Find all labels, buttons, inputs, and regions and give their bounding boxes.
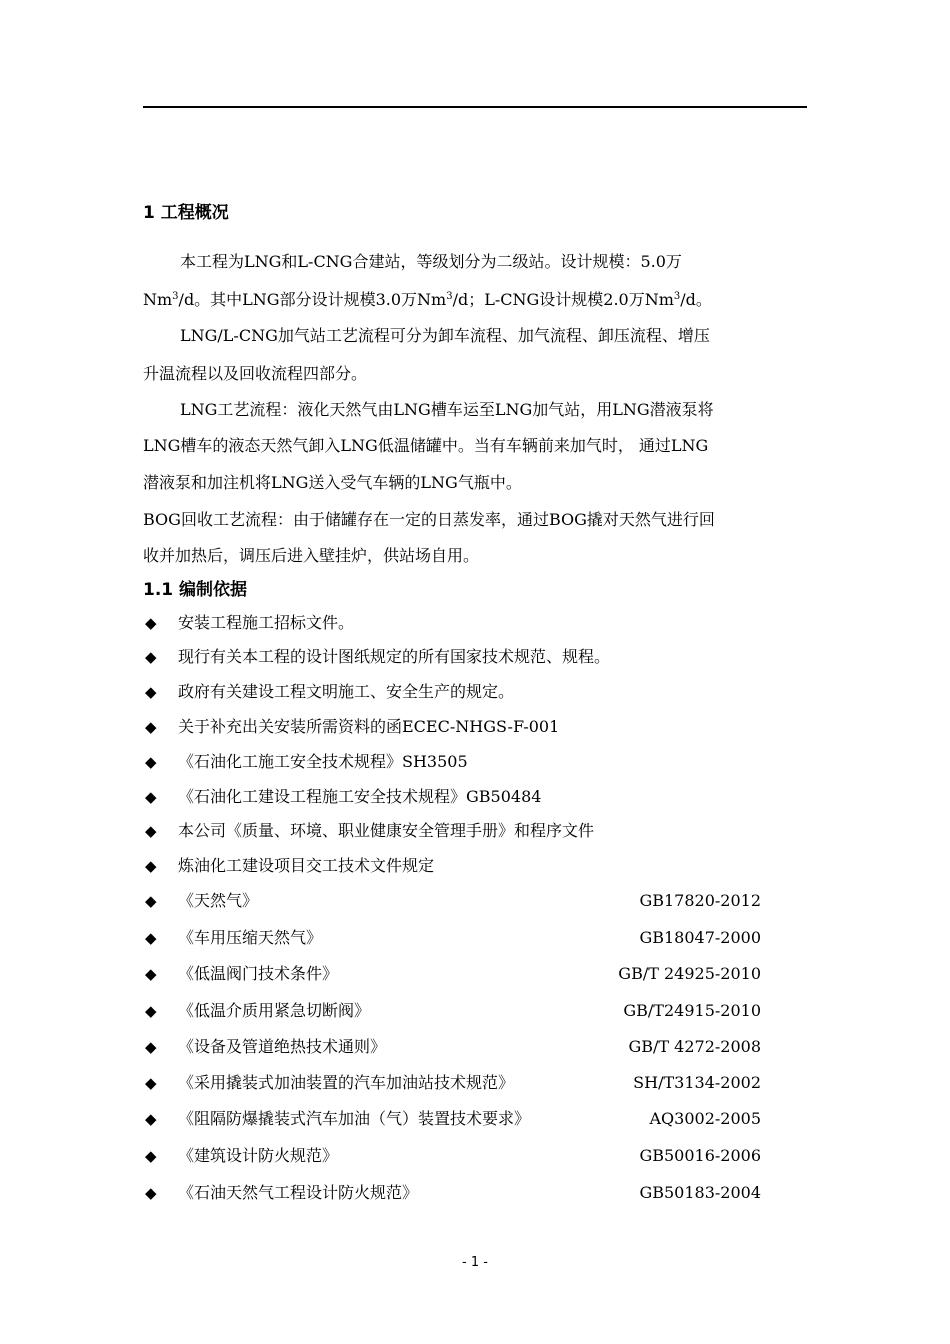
list-item [145,750,765,774]
list-item-standard-code: GB/T 4272-2008 [628,1037,761,1056]
list-item-text: 《建筑设计防火规范》 [178,1146,339,1165]
header-rule [143,106,807,108]
list-item-text: 炼油化工建设项目交工技术文件规定 [178,856,435,875]
list-item-text: 《低温介质用紧急切断阀》 [178,1001,371,1020]
list-item [145,819,765,843]
list-item-standard-code: SH/T3134-2002 [633,1073,761,1092]
list-item-text: 《石油化工建设工程施工安全技术规程》GB50484 [178,787,542,806]
list-item [145,1071,765,1095]
list-item-text: 《低温阀门技术条件》 [178,964,339,983]
diamond-bullet-icon: ◆ [145,1184,157,1202]
list-item-text: 《设备及管道绝热技术通则》 [178,1037,387,1056]
list-item [145,962,765,986]
list-item-standard-code: GB17820-2012 [639,891,761,910]
list-item-text: 政府有关建设工程文明施工、安全生产的规定。 [178,682,515,701]
list-item [145,854,765,878]
list-item-text: 《阻隔防爆撬装式汽车加油（气）装置技术要求》 [178,1109,531,1128]
diamond-bullet-icon: ◆ [145,683,157,701]
diamond-bullet-icon: ◆ [145,648,157,666]
list-item [145,611,765,635]
list-item [145,680,765,704]
paragraph-line: 收并加热后，调压后进入壁挂炉，供站场自用。 [143,546,480,565]
list-item-text: 《采用撬装式加油装置的汽车加油站技术规范》 [178,1073,515,1092]
list-item [145,785,765,809]
list-item-standard-code: GB/T24915-2010 [623,1001,761,1020]
diamond-bullet-icon: ◆ [145,1110,157,1128]
diamond-bullet-icon: ◆ [145,1074,157,1092]
diamond-bullet-icon: ◆ [145,892,157,910]
list-item-text: 《车用压缩天然气》 [178,928,323,947]
list-item-text: 现行有关本工程的设计图纸规定的所有国家技术规范、规程。 [178,647,611,666]
list-item-standard-code: AQ3002-2005 [649,1109,761,1128]
paragraph-line: 本工程为LNG和L-CNG合建站，等级划分为二级站。设计规模：5.0万 [180,252,682,271]
section-heading-basis: 1.1 编制依据 [143,580,248,600]
section-heading-overview: 1 工程概况 [143,203,229,223]
diamond-bullet-icon: ◆ [145,1147,157,1165]
diamond-bullet-icon: ◆ [145,718,157,736]
paragraph-line: LNG/L-CNG加气站工艺流程可分为卸车流程、加气流程、卸压流程、增压 [180,326,710,345]
list-item-text: 《石油化工施工安全技术规程》SH3505 [178,752,468,771]
list-item-standard-code: GB50016-2006 [639,1146,761,1165]
list-item-text: 关于补充出关安装所需资料的函ECEC-NHGS-F-001 [178,717,560,736]
list-item-text: 本公司《质量、环境、职业健康安全管理手册》和程序文件 [178,821,595,840]
list-item [145,926,765,950]
paragraph-line: LNG槽车的液态天然气卸入LNG低温储罐中。当有车辆前来加气时， 通过LNG [143,436,709,455]
diamond-bullet-icon: ◆ [145,1038,157,1056]
list-item-standard-code: GB18047-2000 [639,928,761,947]
diamond-bullet-icon: ◆ [145,857,157,875]
list-item-standard-code: GB/T 24925-2010 [618,964,761,983]
list-item [145,999,765,1023]
list-item [145,715,765,739]
page-number: - 1 - [462,1255,488,1270]
list-item-text: 安装工程施工招标文件。 [178,613,355,632]
paragraph-line: LNG工艺流程：液化天然气由LNG槽车运至LNG加气站，用LNG潜液泵将 [180,400,714,419]
list-item [145,645,765,669]
paragraph-line: 潜液泵和加注机将LNG送入受气车辆的LNG气瓶中。 [143,473,522,492]
list-item-text: 《石油天然气工程设计防火规范》 [178,1183,419,1202]
list-item [145,1181,765,1205]
diamond-bullet-icon: ◆ [145,929,157,947]
list-item-text: 《天然气》 [178,891,259,910]
diamond-bullet-icon: ◆ [145,753,157,771]
list-item [145,889,765,913]
diamond-bullet-icon: ◆ [145,822,157,840]
diamond-bullet-icon: ◆ [145,965,157,983]
paragraph-line: 升温流程以及回收流程四部分。 [143,364,368,383]
list-item [145,1035,765,1059]
diamond-bullet-icon: ◆ [145,614,157,632]
diamond-bullet-icon: ◆ [145,1002,157,1020]
paragraph-line: BOG回收工艺流程：由于储罐存在一定的日蒸发率，通过BOG撬对天然气进行回 [143,510,715,529]
list-item [145,1144,765,1168]
list-item-standard-code: GB50183-2004 [639,1183,761,1202]
paragraph-line-design-scale: Nm$^3$/d。其中LNG部分设计规模3.0万Nm$^3$/d；L-CNG设计规模2.0万Nm$^3$/d。 [143,290,712,309]
diamond-bullet-icon: ◆ [145,788,157,806]
list-item [145,1107,765,1131]
